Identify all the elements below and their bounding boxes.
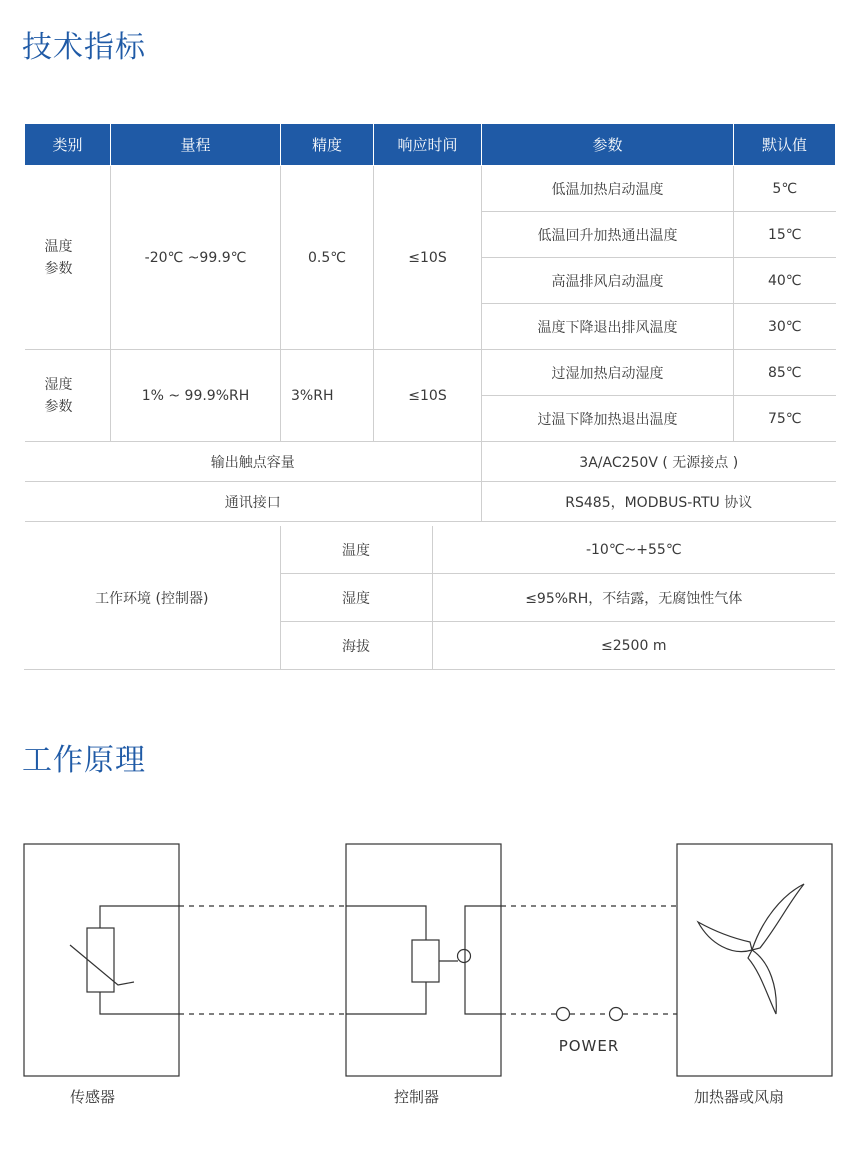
relay-contact-icon bbox=[458, 950, 471, 963]
section-title-principle: 工作原理 bbox=[22, 743, 146, 778]
humidity-response: ≤10S bbox=[374, 350, 482, 442]
env-row-name: 海拔 bbox=[280, 622, 432, 670]
header-default: 默认值 bbox=[734, 124, 836, 166]
param-value: 75℃ bbox=[734, 396, 836, 442]
param-value: 5℃ bbox=[734, 166, 836, 212]
table-row bbox=[25, 482, 836, 522]
header-params: 参数 bbox=[482, 124, 734, 166]
humidity-category: 湿度 参数 bbox=[25, 350, 111, 442]
table-header-row bbox=[25, 124, 836, 166]
comm-label: 通讯接口 bbox=[25, 482, 482, 522]
caption-controller: 控制器 bbox=[394, 1088, 440, 1106]
param-value: 40℃ bbox=[734, 258, 836, 304]
header-precision: 精度 bbox=[281, 124, 374, 166]
table-row bbox=[24, 526, 835, 574]
relay-coil-icon bbox=[412, 940, 439, 982]
humidity-range: 1% ~ 99.9%RH bbox=[111, 350, 281, 442]
param-value: 85℃ bbox=[734, 350, 836, 396]
principle-diagram bbox=[0, 830, 860, 1090]
param-value: 15℃ bbox=[734, 212, 836, 258]
param-name: 低温加热启动温度 bbox=[482, 166, 734, 212]
section-title-specs: 技术指标 bbox=[22, 30, 146, 65]
output-value: 3A/AC250V ( 无源接点 ) bbox=[482, 442, 836, 482]
env-row-value: -10℃~+55℃ bbox=[432, 526, 835, 574]
env-row-name: 温度 bbox=[280, 526, 432, 574]
env-label: 工作环境 (控制器) bbox=[24, 526, 280, 670]
table-row bbox=[25, 350, 836, 396]
humidity-precision: 3%RH bbox=[281, 350, 374, 442]
actuator-box bbox=[677, 844, 832, 1076]
param-name: 低温回升加热通出温度 bbox=[482, 212, 734, 258]
param-name: 高温排风启动温度 bbox=[482, 258, 734, 304]
header-category: 类别 bbox=[25, 124, 111, 166]
controller-wire-top bbox=[346, 906, 426, 940]
comm-value: RS485，MODBUS-RTU 协议 bbox=[482, 482, 836, 522]
fan-icon bbox=[698, 884, 804, 1014]
output-label: 输出触点容量 bbox=[25, 442, 482, 482]
spec-table bbox=[24, 124, 836, 522]
temp-response: ≤10S bbox=[374, 166, 482, 350]
caption-sensor: 传感器 bbox=[70, 1088, 116, 1106]
header-response: 响应时间 bbox=[374, 124, 482, 166]
env-row-value: ≤95%RH，不结露，无腐蚀性气体 bbox=[432, 574, 835, 622]
power-label: POWER bbox=[558, 1037, 620, 1055]
table-row bbox=[25, 166, 836, 212]
temp-range: -20℃ ~99.9℃ bbox=[111, 166, 281, 350]
relay-wire bbox=[465, 906, 501, 1014]
temp-precision: 0.5℃ bbox=[281, 166, 374, 350]
caption-actuator: 加热器或风扇 bbox=[694, 1088, 785, 1106]
env-row-value: ≤2500 m bbox=[432, 622, 835, 670]
header-range: 量程 bbox=[111, 124, 281, 166]
table-row bbox=[25, 442, 836, 482]
thermistor-icon bbox=[87, 928, 114, 992]
param-name: 温度下降退出排风温度 bbox=[482, 304, 734, 350]
controller-wire-bottom bbox=[346, 982, 426, 1014]
power-terminal-icon bbox=[557, 1008, 570, 1021]
env-row-name: 湿度 bbox=[280, 574, 432, 622]
env-table bbox=[24, 526, 835, 670]
param-name: 过湿加热启动湿度 bbox=[482, 350, 734, 396]
temp-category: 温度 参数 bbox=[25, 166, 111, 350]
param-name: 过温下降加热退出温度 bbox=[482, 396, 734, 442]
power-terminal-icon bbox=[610, 1008, 623, 1021]
param-value: 30℃ bbox=[734, 304, 836, 350]
